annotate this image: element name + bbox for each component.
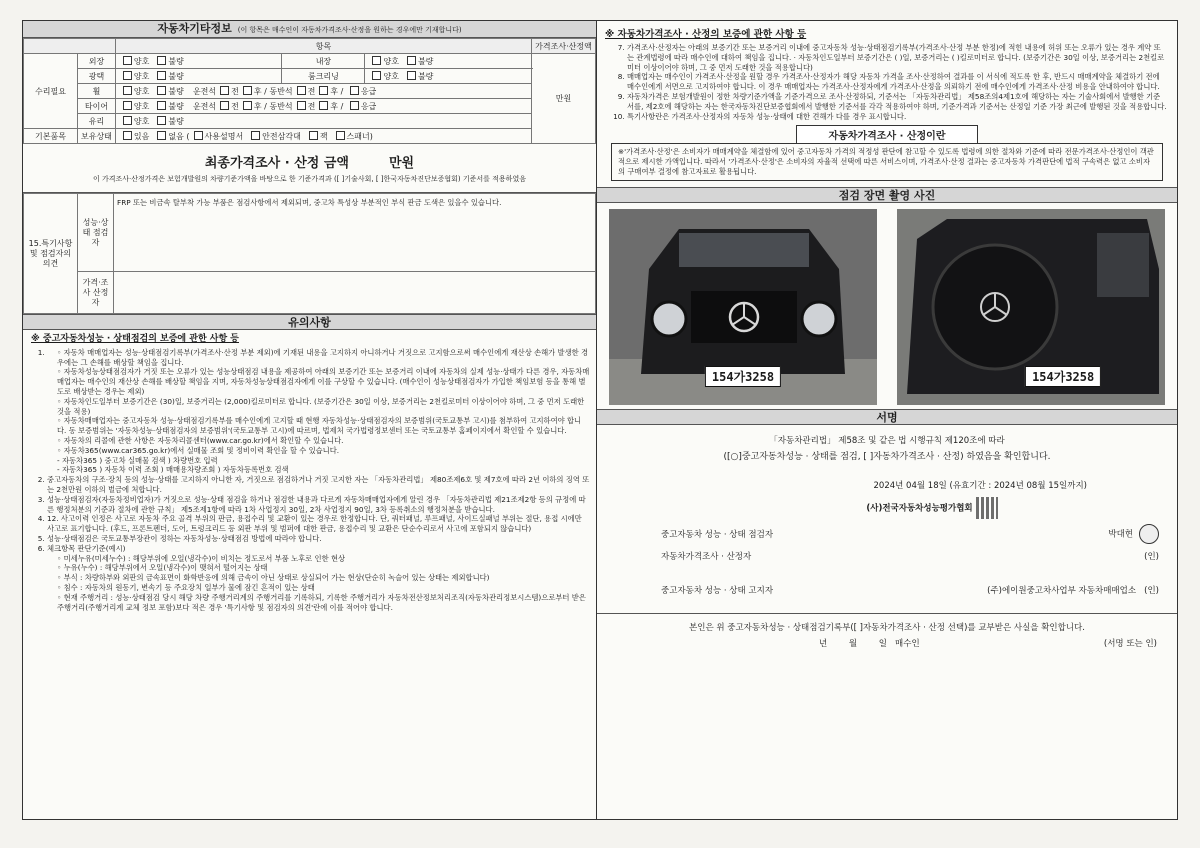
spanner-label: 스패너: [346, 131, 370, 141]
org-line: [597, 497, 1177, 519]
checkbox[interactable]: [336, 131, 345, 140]
note-line: ◦ 자동차인도일부터 보증기간은 (30)일, 보증거리는 (2,000)킬로미터로 합니다. (보증기간은 30일 이상, 보증거리는 2천킬로미터 이상이어야 하며, 그 중 먼저 도래한 것을 적용): [57, 397, 590, 417]
caution-item: 3. 성능·상태점검자(자동차정비업자)가 거짓으로 성능·상태 점검을 하거나 점검한 내용과 다르게 자동차매매업자에게 알린 경우 「자동차관리법 제21조제2항 등의 규정에 따른 행정처분의 기준과 절차에 관한 규칙」 제5조제1항에 따라 1차 사업정지 30일, 2차 사업정지 90일, 3차 등록취소의 행정처분을 받습니다.: [47, 495, 590, 515]
checkbox[interactable]: [123, 86, 132, 95]
good-label: 양호: [383, 71, 399, 81]
checkbox[interactable]: [319, 86, 328, 95]
caution-list: [31, 348, 590, 613]
final-price-unit: 만원: [388, 156, 415, 171]
jack-label: 잭: [319, 131, 328, 141]
caution-item1-bullets: [47, 348, 590, 456]
caution-item: 4. 12. 사고이력 인정은 사고로 자동차 주요 골격 부위의 판금, 용접수리 및 교환이 있는 경우로 한정합니다. 단, 쿼터패널, 루프패널, 사이드실패널 부위는 절단, 용접 시에만 사고로 표기합니다. (후드, 프론트펜더, 도어, 트렁크리드 등 외판 부위 및 범퍼에 대한 판금, 용접수리 및 교환은 단순수리로서 사고에 포함되지 않습니다): [47, 514, 590, 534]
none-label: 없음: [168, 131, 184, 141]
checkbox[interactable]: [157, 71, 166, 80]
seal-stamp-icon: [1139, 524, 1159, 544]
good-label: 양호: [133, 86, 150, 96]
passenger-label: 동반석: [269, 101, 293, 111]
emergency-label: 응급: [360, 101, 377, 111]
guarantee-item: 10. 특기사항란은 가격조사·산정자의 자동차 성능·상태에 대한 견해가 다를 경우 표시합니다.: [627, 112, 1167, 122]
price-won: 만원: [532, 54, 596, 144]
note-line: ◦ 1. 자동차 매매업자는 성능·상태점검기록부(가격조사·산정 부분 제외)에 기재된 내용을 고지하지 아니하거나 거짓으로 고지함으로써 매수인에게 재산상 손해가 발생한 경우에는 그 손해를 배상할 책임을 집니다.: [57, 348, 590, 368]
row-tire: 타이어: [78, 99, 116, 114]
rear-label: 후: [330, 101, 339, 111]
basic-options: 있음 없음 ( 사용설명서 안전삼각대 잭 스패너): [115, 129, 531, 144]
bad-label: 불량: [168, 56, 184, 66]
photos-title: 점검 장면 촬영 사진: [597, 187, 1177, 203]
inspection-record-sheet: [22, 20, 1178, 820]
repair-label: 수리필요: [24, 54, 78, 129]
row-gloss: 광택: [78, 69, 116, 84]
good-label: 양호: [133, 56, 150, 66]
gloss-options: [115, 69, 281, 84]
checkbox[interactable]: [372, 71, 381, 80]
glass-options: [115, 114, 531, 129]
signature-title: 서명: [597, 409, 1177, 425]
remarks-inspector-text: FRP 또는 비금속 탈부착 가능 부품은 점검사항에서 제외되며, 중고차 특성상 부분적인 부식 판금 도색은 있을수 있습니다.: [114, 194, 596, 272]
col-price: 가격조사·산정액: [532, 39, 596, 54]
inspector-sign: [1108, 524, 1159, 544]
caution-title: 유의사항: [23, 314, 596, 330]
appraiser-row: [597, 545, 1177, 567]
checkbox[interactable]: [194, 131, 203, 140]
checkbox[interactable]: [157, 56, 166, 65]
checkbox[interactable]: [319, 101, 328, 110]
receipt-date-row: [597, 637, 1177, 649]
day-label: 일: [878, 639, 887, 650]
good-label: 양호: [133, 101, 150, 111]
front-label: 전: [231, 86, 239, 96]
receipt-date: [819, 637, 920, 649]
year-label: 년: [819, 639, 828, 650]
front-label: 전: [307, 101, 316, 111]
checkbox[interactable]: [220, 86, 229, 95]
rear-photo: [897, 209, 1165, 405]
interior-options: [365, 54, 532, 69]
manual-label: 사용설명서: [204, 131, 244, 141]
month-label: 월: [848, 639, 858, 650]
note-line: ◦ 자동차매매업자는 중고자동차 성능·상태점검기록부를 매수인에게 고지할 때 현행 자동차성능·상태점검자의 보증범위(국토교통부 고시)를 첨부하여 고지하여야 합니다. 동 보증범위는 '자동차성능·상태점검자의 보증범위'(국토교통부 고시)에 따르며, 법제처 국가법령정보센터 또는 국토교통부 홈페이지에서 확인할 수 있습니다.: [57, 416, 590, 436]
checkbox[interactable]: [243, 86, 252, 95]
signature-area: [597, 435, 1177, 649]
guarantee-item: 8. 매매업자는 매수인이 가격조사·산정을 원할 경우 가격조사·산정자가 해당 자동차 가격을 조사·산정하여 결과를 이 서식에 적도록 한 후, 반드시 매매계약을 체결하기 전에 매수인에게 서면으로 고지하여야 합니다. 이 경우 매매업자는 가격조사·산정자에게 가격조사·산정을 의뢰하기 전에 매수인에게 가격조사·산정 비용을 안내하여야 합니다.: [627, 72, 1167, 92]
emergency-label: 응급: [360, 86, 377, 96]
good-label: 양호: [383, 56, 399, 66]
bad-label: 불량: [168, 101, 184, 111]
photos-area: [597, 203, 1177, 409]
guarantee-list: [597, 43, 1177, 121]
driver-label: 운전석: [192, 86, 217, 96]
have-label: 있음: [133, 131, 150, 141]
checkbox[interactable]: [157, 131, 166, 140]
checkbox[interactable]: [123, 71, 132, 80]
triangle-label: 안전삼각대: [262, 131, 301, 141]
front-label: 전: [307, 86, 316, 96]
right-column: [597, 21, 1177, 819]
caution-item: [47, 544, 590, 613]
owned-label: 보유상태: [78, 129, 116, 144]
exterior-options: [115, 54, 281, 69]
checkbox[interactable]: [350, 86, 359, 95]
checkbox[interactable]: [309, 131, 318, 140]
caution-item-text: 체크항목 판단기준(예시): [47, 543, 126, 553]
other-info-table: [23, 38, 596, 144]
row-room: 룸크리닝: [282, 69, 365, 84]
final-price: [23, 144, 596, 174]
rear-plate: 154가3258: [1025, 366, 1101, 387]
rear-label: 후: [253, 86, 262, 96]
guarantee-heading: ※ 자동차가격조사 · 산정의 보증에 관한 사항 등: [605, 29, 807, 40]
bad-label: 불량: [168, 86, 184, 96]
good-label: 양호: [133, 116, 150, 126]
inspector-name: 박대현: [1108, 529, 1133, 540]
caution-item-1: [47, 348, 590, 475]
col-item: 항목: [115, 39, 531, 54]
other-info-note: (이 항목은 매수인이 자동차가격조사·산정을 원하는 경우에만 기재합니다): [237, 26, 462, 34]
org-name: (사)전국자동차성능평가협회: [866, 503, 973, 514]
row-glass: 유리: [78, 114, 116, 129]
checkbox[interactable]: [220, 101, 229, 110]
notifier-row: [597, 579, 1177, 601]
remarks-inspector: 성능·상태 점검자: [78, 194, 114, 272]
guarantee-item: 9. 자동차가격은 보험개발원이 정한 차량기준가액을 기준가격으로 조사·산정하되, 기준서는 「자동차관리법」 제58조의4제1호에 해당하는 자는 기술사회에서 발행한 기준서를, 제2호에 해당하는 자는 한국자동차진단보증협회에서 발행한 기준서를 각각 적용하여야 하며, 기준가격과 기준서는 산정일 기준 가장 최근에 발행된 것을 적용합니다.: [627, 92, 1167, 112]
remarks-appraiser: 가격·조사 산정자: [78, 272, 114, 314]
checkbox[interactable]: [157, 86, 166, 95]
buyer-sign: (서명 또는 인): [1103, 639, 1157, 650]
caution-item: 2. 중고자동차의 구조·장치 등의 성능·상태를 고지하지 아니한 자, 거짓으로 점검하거나 거짓 고지한 자는 「자동차관리법」 제80조제6호 및 제7호에 따라 2년 이하의 징역 또는 2천만원 이하의 벌금에 처합니다.: [47, 475, 590, 495]
checkbox[interactable]: [123, 56, 132, 65]
caution-heading: ※ 중고자동차성능 · 상태점검의 보증에 관한 사항 등: [31, 334, 239, 344]
caution-item6-bullets: [47, 554, 590, 613]
checkbox[interactable]: [297, 101, 306, 110]
note-line: ◦ 현재 주행거리 : 성능·상태점검 당시 해당 차량 주행거리계의 주행거리를 기록하되, 기록한 주행거리가 자동차전산정보처리조직(자동차관리정보시스템)으로부터 받은 주행거리(주행거리계 교체 정보 포함)보다 적은 경우 '특기사항 및 점검자의 의견'란에 이를 적어야 합니다.: [57, 593, 590, 613]
appraiser-label: 자동차가격조사 · 산정자: [661, 552, 752, 563]
checkbox[interactable]: [407, 56, 416, 65]
blank-head: [24, 39, 116, 54]
checkbox[interactable]: [123, 101, 132, 110]
checkbox[interactable]: [251, 131, 260, 140]
final-price-sub: 이 가격조사·산정가격은 보험개발원의 차량기준가액을 바탕으로 한 기준가격과 ([ ]기술사회, [ ]한국자동차진단보증협회) 기준서를 적용하였음: [23, 174, 596, 193]
date-text: 2024년 04월 18일: [873, 481, 947, 492]
rear-label: 후: [330, 86, 339, 96]
basic-label: 기본품목: [24, 129, 78, 144]
guarantee-item: 7. 가격조사·산정자는 아래의 보증기간 또는 보증거리 이내에 중고자동차 성능·상태점검기록부(가격조사·산정 부분 한정)에 적힌 내용에 허위 또는 오류가 있는 경우 계약 또는 관계법령에 따라 매수인에 대하여 책임을 집니다. · 자동차인도일부터 보증기간은 ( )일, 보증거리는 ( )킬로미터로 합니다. (보증기간은 30일 이상, 보증거리는 2천킬로미터 이상이어야 하며, 그 중 먼저 도래한 것을 적용합니다): [627, 43, 1167, 72]
final-price-title: 최종가격조사 · 산정 금액: [204, 156, 349, 171]
sign-date: [597, 480, 1177, 493]
checkbox[interactable]: [157, 101, 166, 110]
note-line: ◦ 자동차365(www.car365.go.kr)에서 실매물 조회 및 정비이력 확인을 할 수 있습니다.: [57, 446, 590, 456]
note-line: ◦ 미세누유(미세누수) : 해당부위에 오일(냉각수)이 비치는 정도로서 부품 노후로 인한 현상: [57, 554, 590, 564]
qr-code-icon: [976, 497, 998, 519]
left-column: [23, 21, 597, 819]
confirm-line: ([○]중고자동차성능 · 상태를 점검, [ ]자동차가격조사 · 산정) 하였음을 확인합니다.: [723, 452, 1051, 463]
checkbox[interactable]: [123, 116, 132, 125]
note-line: ◦ 부식 : 차량하부와 외판의 금속표면이 화학반응에 의해 금속이 아닌 상태로 상실되어 가는 현상(단순히 녹슬어 있는 상태는 제외합니다): [57, 573, 590, 583]
front-photo: [609, 209, 877, 405]
inspector-label: 중고자동차 성능 · 상태 점검자: [661, 530, 774, 541]
bad-label: 불량: [168, 71, 184, 81]
law-line: 「자동차관리법」 제58조 및 같은 법 시행규칙 제120조에 따라: [769, 436, 1005, 447]
wheel-options: 양호 불량 운전석 전 후 / 동반석 전 후 / 응급: [115, 84, 531, 99]
appraiser-seal: (인): [1144, 552, 1159, 563]
appraisal-title: 자동차가격조사 · 산정이란: [796, 125, 978, 144]
caution-notes: [23, 330, 596, 612]
remarks-label: 15.특기사항 및 점검자의 의견: [24, 194, 78, 314]
bad-label: 불량: [168, 116, 184, 126]
receipt-line: 본인은 위 중고자동차성능 · 상태점검기록부([ ]자동차가격조사 · 산정 선택)를 교부받은 사실을 확인합니다.: [689, 623, 1085, 634]
room-options: [365, 69, 532, 84]
checkbox[interactable]: [123, 131, 132, 140]
caution-item1-sub: [47, 456, 590, 476]
checkbox[interactable]: [350, 101, 359, 110]
caution-item: 5. 성능·상태점검은 국토교통부장관이 정하는 자동차성능·상태점검 방법에 따라야 합니다.: [47, 534, 590, 544]
other-info-title: [23, 21, 596, 38]
notifier-label: 중고자동차 성능 · 상태 고지자: [661, 586, 774, 597]
appraisal-box: [611, 125, 1163, 181]
tire-options: 양호 불량 운전석 전 후 / 동반석 전 후 / 응급: [115, 99, 531, 114]
remarks-table: [23, 193, 596, 314]
row-wheel: 휠: [78, 84, 116, 99]
checkbox[interactable]: [157, 116, 166, 125]
notifier-seal: (인): [1144, 586, 1159, 597]
row-interior: 내장: [282, 54, 365, 69]
bad-label: 불량: [417, 71, 434, 81]
driver-label: 운전석: [192, 101, 217, 111]
checkbox[interactable]: [407, 71, 416, 80]
note-line: ◦ 누유(누수) : 해당부위에서 오일(냉각수)이 맺혀서 떨어지는 상태: [57, 563, 590, 573]
front-plate: 154가3258: [705, 366, 781, 387]
checkbox[interactable]: [243, 101, 252, 110]
note-line: ◦ 자동차성능상태점검자가 거짓 또는 오류가 있는 성능상태점검 내용을 제공하여 아래의 보증기간 또는 보증거리 이내에 자동차의 실제 성능·상태가 다른 경우, 자동차매매업자는 매수인의 재산상 손해를 배상할 책임을 지며, 자동차성능상태점검자에게 이를 구상할 수 있습니다. (매수인이 성능상태점검자가 가입한 책임보험 등을 통해 별도로 배상받는 경우는 제외): [57, 367, 590, 396]
rear-label: 후: [253, 101, 262, 111]
checkbox[interactable]: [372, 56, 381, 65]
appraisal-body: ※'가격조사·산정'은 소비자가 매매계약을 체결함에 있어 중고자동차 가격의 적정성 판단에 참고할 수 있도록 법령에 의한 절차와 기준에 따라 전문가격조사·산정인이 객관적으로 제시한 가액입니다. 따라서 '가격조사·산정'은 소비자의 자율적 선택에 따른 서비스이며, 가격조사·산정 결과는 중고자동차 가격판단에 법적 구속력은 없고 소비자의 구매여부 결정에 참고자료로 활용됩니다.: [611, 143, 1163, 181]
note-line: - 자동차365 ) 자동차 이력 조회 ) 매매용차량조회 ) 자동차등록번호 검색: [57, 465, 289, 475]
front-label: 전: [231, 101, 239, 111]
note-line: ◦ 자동차의 리콜에 관한 사항은 자동차리콜센터(www.car.go.kr)에서 확인할 수 있습니다.: [57, 436, 590, 446]
passenger-label: 동반석: [269, 86, 293, 96]
good-label: 양호: [133, 71, 150, 81]
bad-label: 불량: [417, 56, 434, 66]
notifier-sign: [987, 584, 1159, 596]
note-line: - 자동차365 ) 중고차 실매물 검색 ) 차량번호 입력: [57, 455, 218, 465]
note-line: ◦ 침수 : 자동차의 원동기, 변속기 등 주요장치 일부가 물에 잠긴 흔적이 있는 상태: [57, 583, 590, 593]
buyer-label: 매수인: [895, 639, 920, 650]
notifier-name: (주)에이원중고차사업부 자동차매매업소: [987, 586, 1137, 597]
receipt-divider: [597, 613, 1177, 614]
valid-text: (유효기간 : 2024년 08월 15일까지): [949, 481, 1087, 492]
row-exterior: 외장: [78, 54, 116, 69]
inspector-row: [597, 523, 1177, 545]
other-info-title-text: 자동차기타정보: [157, 22, 232, 35]
remarks-appraiser-text: [114, 272, 596, 314]
checkbox[interactable]: [297, 86, 306, 95]
